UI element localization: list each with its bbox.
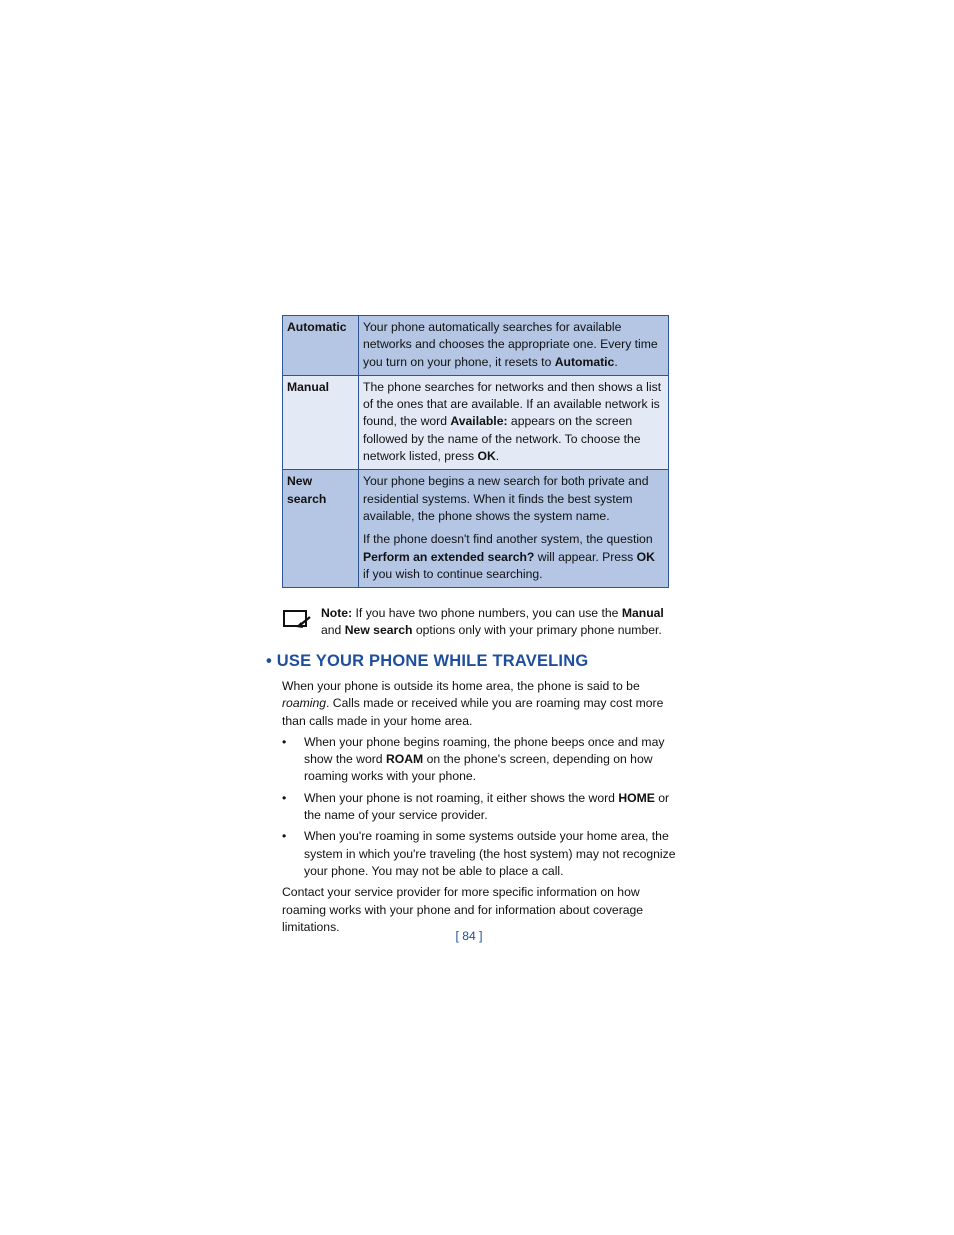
roaming-list — [282, 734, 682, 880]
italic-term: roaming — [282, 696, 327, 711]
bold-term: New search — [344, 623, 413, 638]
note-label: Note: — [321, 606, 353, 620]
option-term: New search — [283, 470, 359, 588]
heading-title: USE YOUR PHONE WHILE TRAVELING — [276, 652, 589, 670]
table-row — [283, 316, 669, 376]
list-bullet: • — [282, 829, 287, 844]
bold-term: Manual — [621, 606, 664, 620]
table-row — [283, 375, 669, 469]
note-icon — [282, 608, 312, 630]
intro-paragraph: When your phone is outside its home area, the phone is said to be roaming. Calls made or received while you are roaming may cost more than calls made in your home area. — [282, 679, 664, 728]
table-row — [283, 470, 669, 588]
list-item-text: When you're roaming in some systems outside your home area, the system in which you're traveling (the host system) may not recognize your phone. You may not be able to place a call. — [304, 829, 676, 878]
list-item — [282, 734, 682, 786]
network-options-table — [282, 315, 669, 588]
bold-term: Automatic — [554, 354, 615, 369]
section-heading — [266, 652, 588, 671]
option-description — [359, 316, 669, 376]
closing-paragraph: Contact your service provider for more specific information on how roaming works with your phone and for information about coverage limitations. — [282, 885, 644, 934]
option-term: Manual — [283, 375, 359, 469]
bold-term: ROAM — [385, 752, 424, 767]
note-body: If you have two phone numbers, you can use the Manual and New search options only with your primary phone number. — [321, 606, 664, 638]
bold-term: HOME — [618, 790, 655, 805]
option-description — [359, 375, 669, 469]
list-item — [282, 790, 682, 825]
option-description — [359, 470, 669, 588]
description-paragraph: If the phone doesn't find another system, the question Perform an extended search? will appear. Press OK if you wish to continue searching. — [363, 532, 655, 581]
bold-term: OK — [636, 549, 655, 564]
description-paragraph: Your phone begins a new search for both private and residential systems. When it finds the best system available, the phone shows the system name. — [363, 474, 649, 523]
bold-term: OK — [477, 449, 496, 464]
bold-term: Available: — [450, 414, 508, 429]
note-text — [321, 605, 681, 640]
page-number: [ 84 ] — [455, 929, 483, 943]
description-paragraph: The phone searches for networks and then shows a list of the ones that are available. If an available network is found, the word Available: appears on the screen followed by the name of the network. To choose the network listed, press OK. — [363, 379, 662, 464]
section-body — [282, 678, 682, 936]
list-bullet: • — [282, 790, 287, 805]
list-item-text: When your phone is not roaming, it either shows the word HOME or the name of your service provider. — [304, 790, 670, 823]
list-item-text: When your phone begins roaming, the phone beeps once and may show the word ROAM on the phone's screen, depending on how roaming works with your phone. — [304, 734, 665, 784]
list-item — [282, 828, 682, 880]
heading-bullet: • — [266, 652, 272, 670]
option-term: Automatic — [283, 316, 359, 376]
bold-term: Perform an extended search? — [363, 549, 535, 564]
list-bullet: • — [282, 734, 287, 749]
description-paragraph: Your phone automatically searches for available networks and chooses the appropriate one. Every time you turn on your phone, it resets to Automatic. — [363, 320, 658, 369]
